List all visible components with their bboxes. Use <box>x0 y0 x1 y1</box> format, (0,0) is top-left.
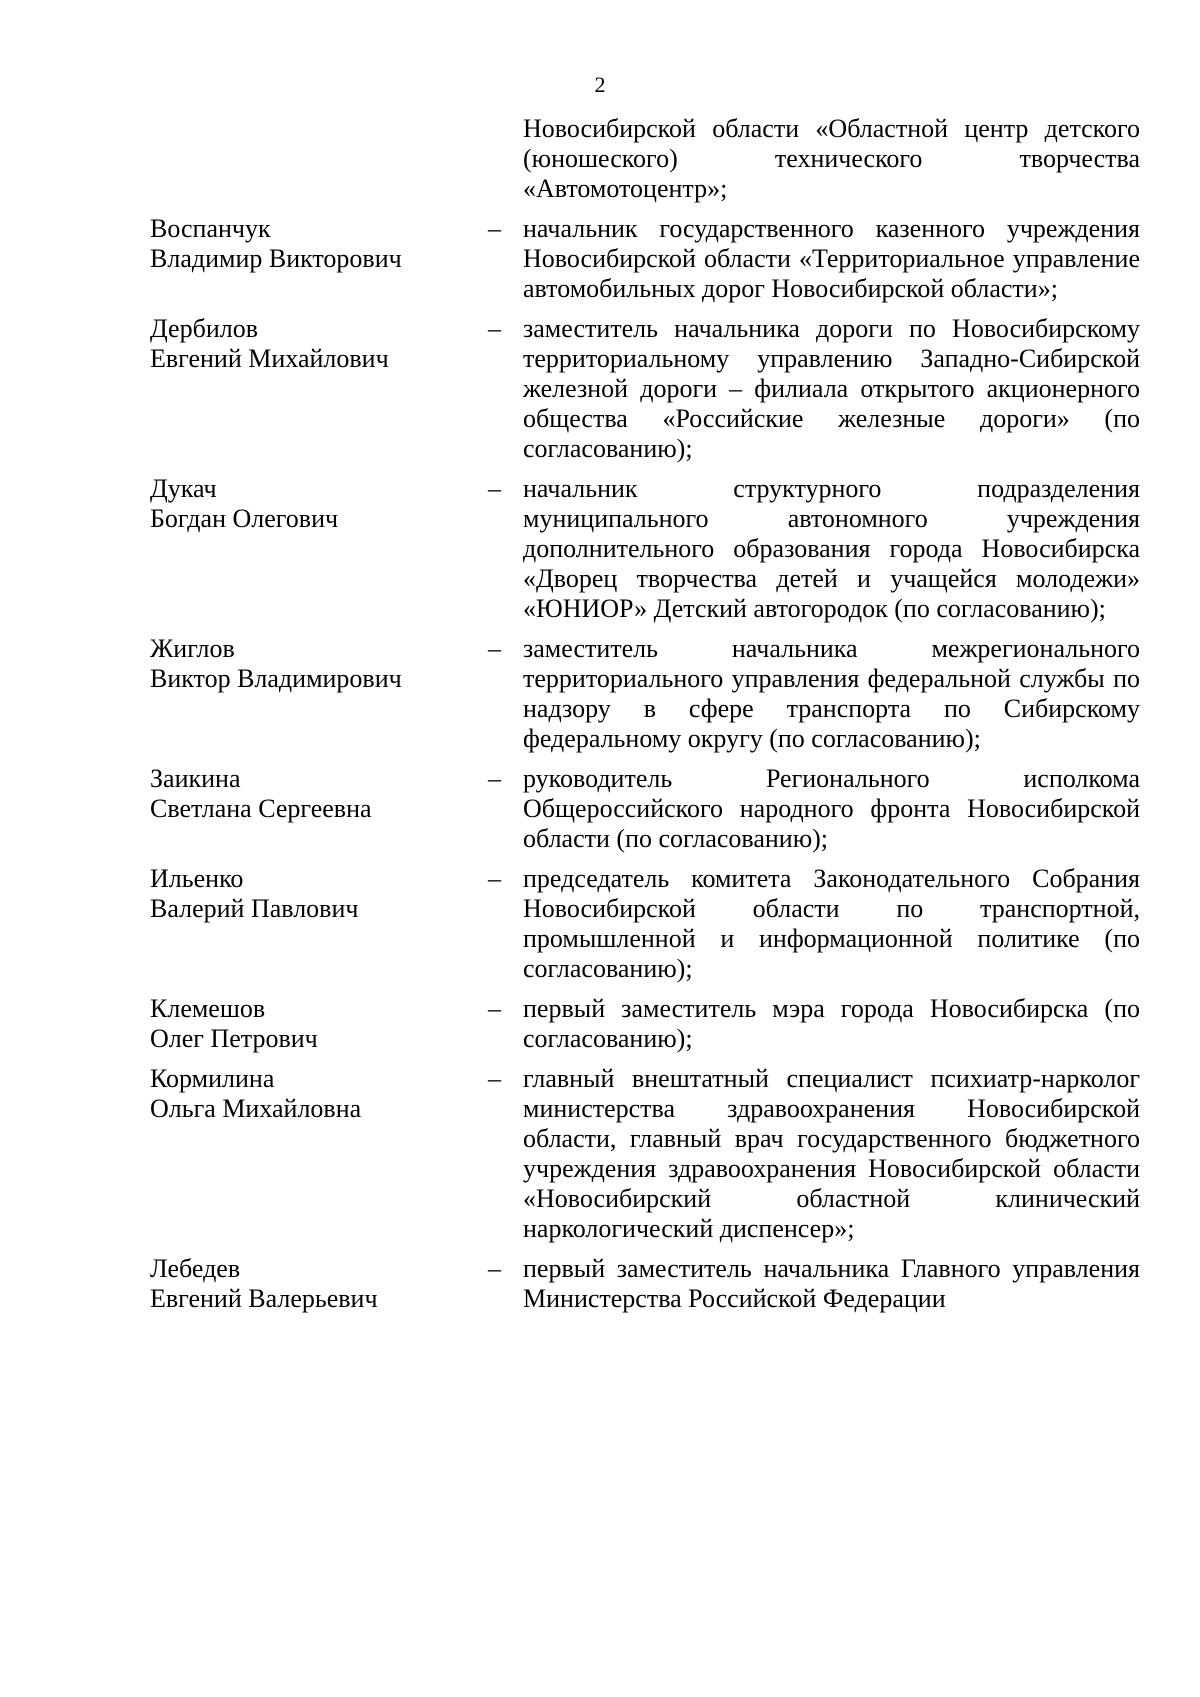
dash-separator: – <box>488 764 501 793</box>
member-name <box>150 114 488 204</box>
member-surname: Ильенко <box>150 864 244 893</box>
list-item <box>150 864 1140 984</box>
list-item <box>150 764 1140 854</box>
member-name <box>150 474 488 624</box>
member-given-names: Евгений Михайлович <box>150 344 389 373</box>
member-name <box>150 994 488 1054</box>
list-item <box>150 994 1140 1054</box>
dash-separator: – <box>488 864 501 893</box>
member-position: главный внештатный специалист психиатр-нарколог министерства здравоохранения Новосибирской области, главный врач государственного бюджетного учреждения здравоохранения Новосибирской области «Новосибирский областной клинический наркологический диспенсер»; <box>523 1064 1140 1243</box>
member-surname: Дукач <box>150 474 217 503</box>
member-surname: Воспанчук <box>150 214 271 243</box>
member-name <box>150 214 488 304</box>
member-position: начальник государственного казенного учреждения Новосибирской области «Территориальное управление автомобильных дорог Новосибирской области»; <box>523 214 1140 303</box>
member-position: руководитель Регионального исполкома Общероссийского народного фронта Новосибирской области (по согласованию); <box>523 764 1140 853</box>
list-item <box>150 474 1140 624</box>
member-surname: Жиглов <box>150 634 235 663</box>
member-given-names: Богдан Олегович <box>150 504 339 533</box>
member-surname: Заикина <box>150 764 241 793</box>
page-number: 2 <box>594 72 606 97</box>
member-position: первый заместитель начальника Главного управления Министерства Российской Федерации <box>523 1254 1140 1313</box>
member-name <box>150 1254 488 1314</box>
list-item <box>150 1064 1140 1244</box>
member-position: Новосибирской области «Областной центр детского (юношеского) технического творчества «Автомотоцентр»; <box>523 114 1140 203</box>
member-name <box>150 314 488 464</box>
member-name <box>150 864 488 984</box>
dash-separator: – <box>488 314 501 343</box>
member-given-names: Валерий Павлович <box>150 894 359 923</box>
list-item <box>150 114 1140 204</box>
list-item <box>150 1254 1140 1314</box>
member-surname: Кормилина <box>150 1064 275 1093</box>
member-surname: Дербилов <box>150 314 258 343</box>
member-position: начальник структурного подразделения муниципального автономного учреждения дополнительного образования города Новосибирска «Дворец творчества детей и учащейся молодежи» «ЮНИОР» Детский автогородок (по согласованию); <box>523 474 1140 623</box>
dash-separator: – <box>488 994 501 1023</box>
dash-separator: – <box>488 474 501 503</box>
dash-separator <box>488 114 523 204</box>
member-position: председатель комитета Законодательного Собрания Новосибирской области по транспортной, промышленной и информационной политике (по согласованию); <box>523 864 1140 983</box>
member-position: заместитель начальника межрегионального территориального управления федеральной службы по надзору в сфере транспорта по Сибирскому федеральному округу (по согласованию); <box>523 634 1140 753</box>
list-item <box>150 634 1140 754</box>
dash-separator: – <box>488 214 501 243</box>
member-given-names: Виктор Владимирович <box>150 664 402 693</box>
member-surname: Лебедев <box>150 1254 241 1283</box>
member-given-names: Евгений Валерьевич <box>150 1284 378 1313</box>
member-name <box>150 764 488 854</box>
member-given-names: Светлана Сергеевна <box>150 794 372 823</box>
member-surname: Клемешов <box>150 994 266 1023</box>
dash-separator: – <box>488 634 501 663</box>
list-item <box>150 214 1140 304</box>
member-given-names: Ольга Михайловна <box>150 1094 362 1123</box>
member-list <box>150 114 1140 1324</box>
dash-separator: – <box>488 1064 501 1093</box>
list-item <box>150 314 1140 464</box>
member-given-names: Владимир Викторович <box>150 244 402 273</box>
member-name <box>150 1064 488 1244</box>
member-name <box>150 634 488 754</box>
member-position: первый заместитель мэра города Новосибирска (по согласованию); <box>523 994 1140 1053</box>
dash-separator: – <box>488 1254 501 1283</box>
member-position: заместитель начальника дороги по Новосибирскому территориальному управлению Западно-Сибирской железной дороги – филиала открытого акционерного общества «Российские железные дороги» (по согласованию); <box>523 314 1140 463</box>
member-given-names: Олег Петрович <box>150 1024 318 1053</box>
